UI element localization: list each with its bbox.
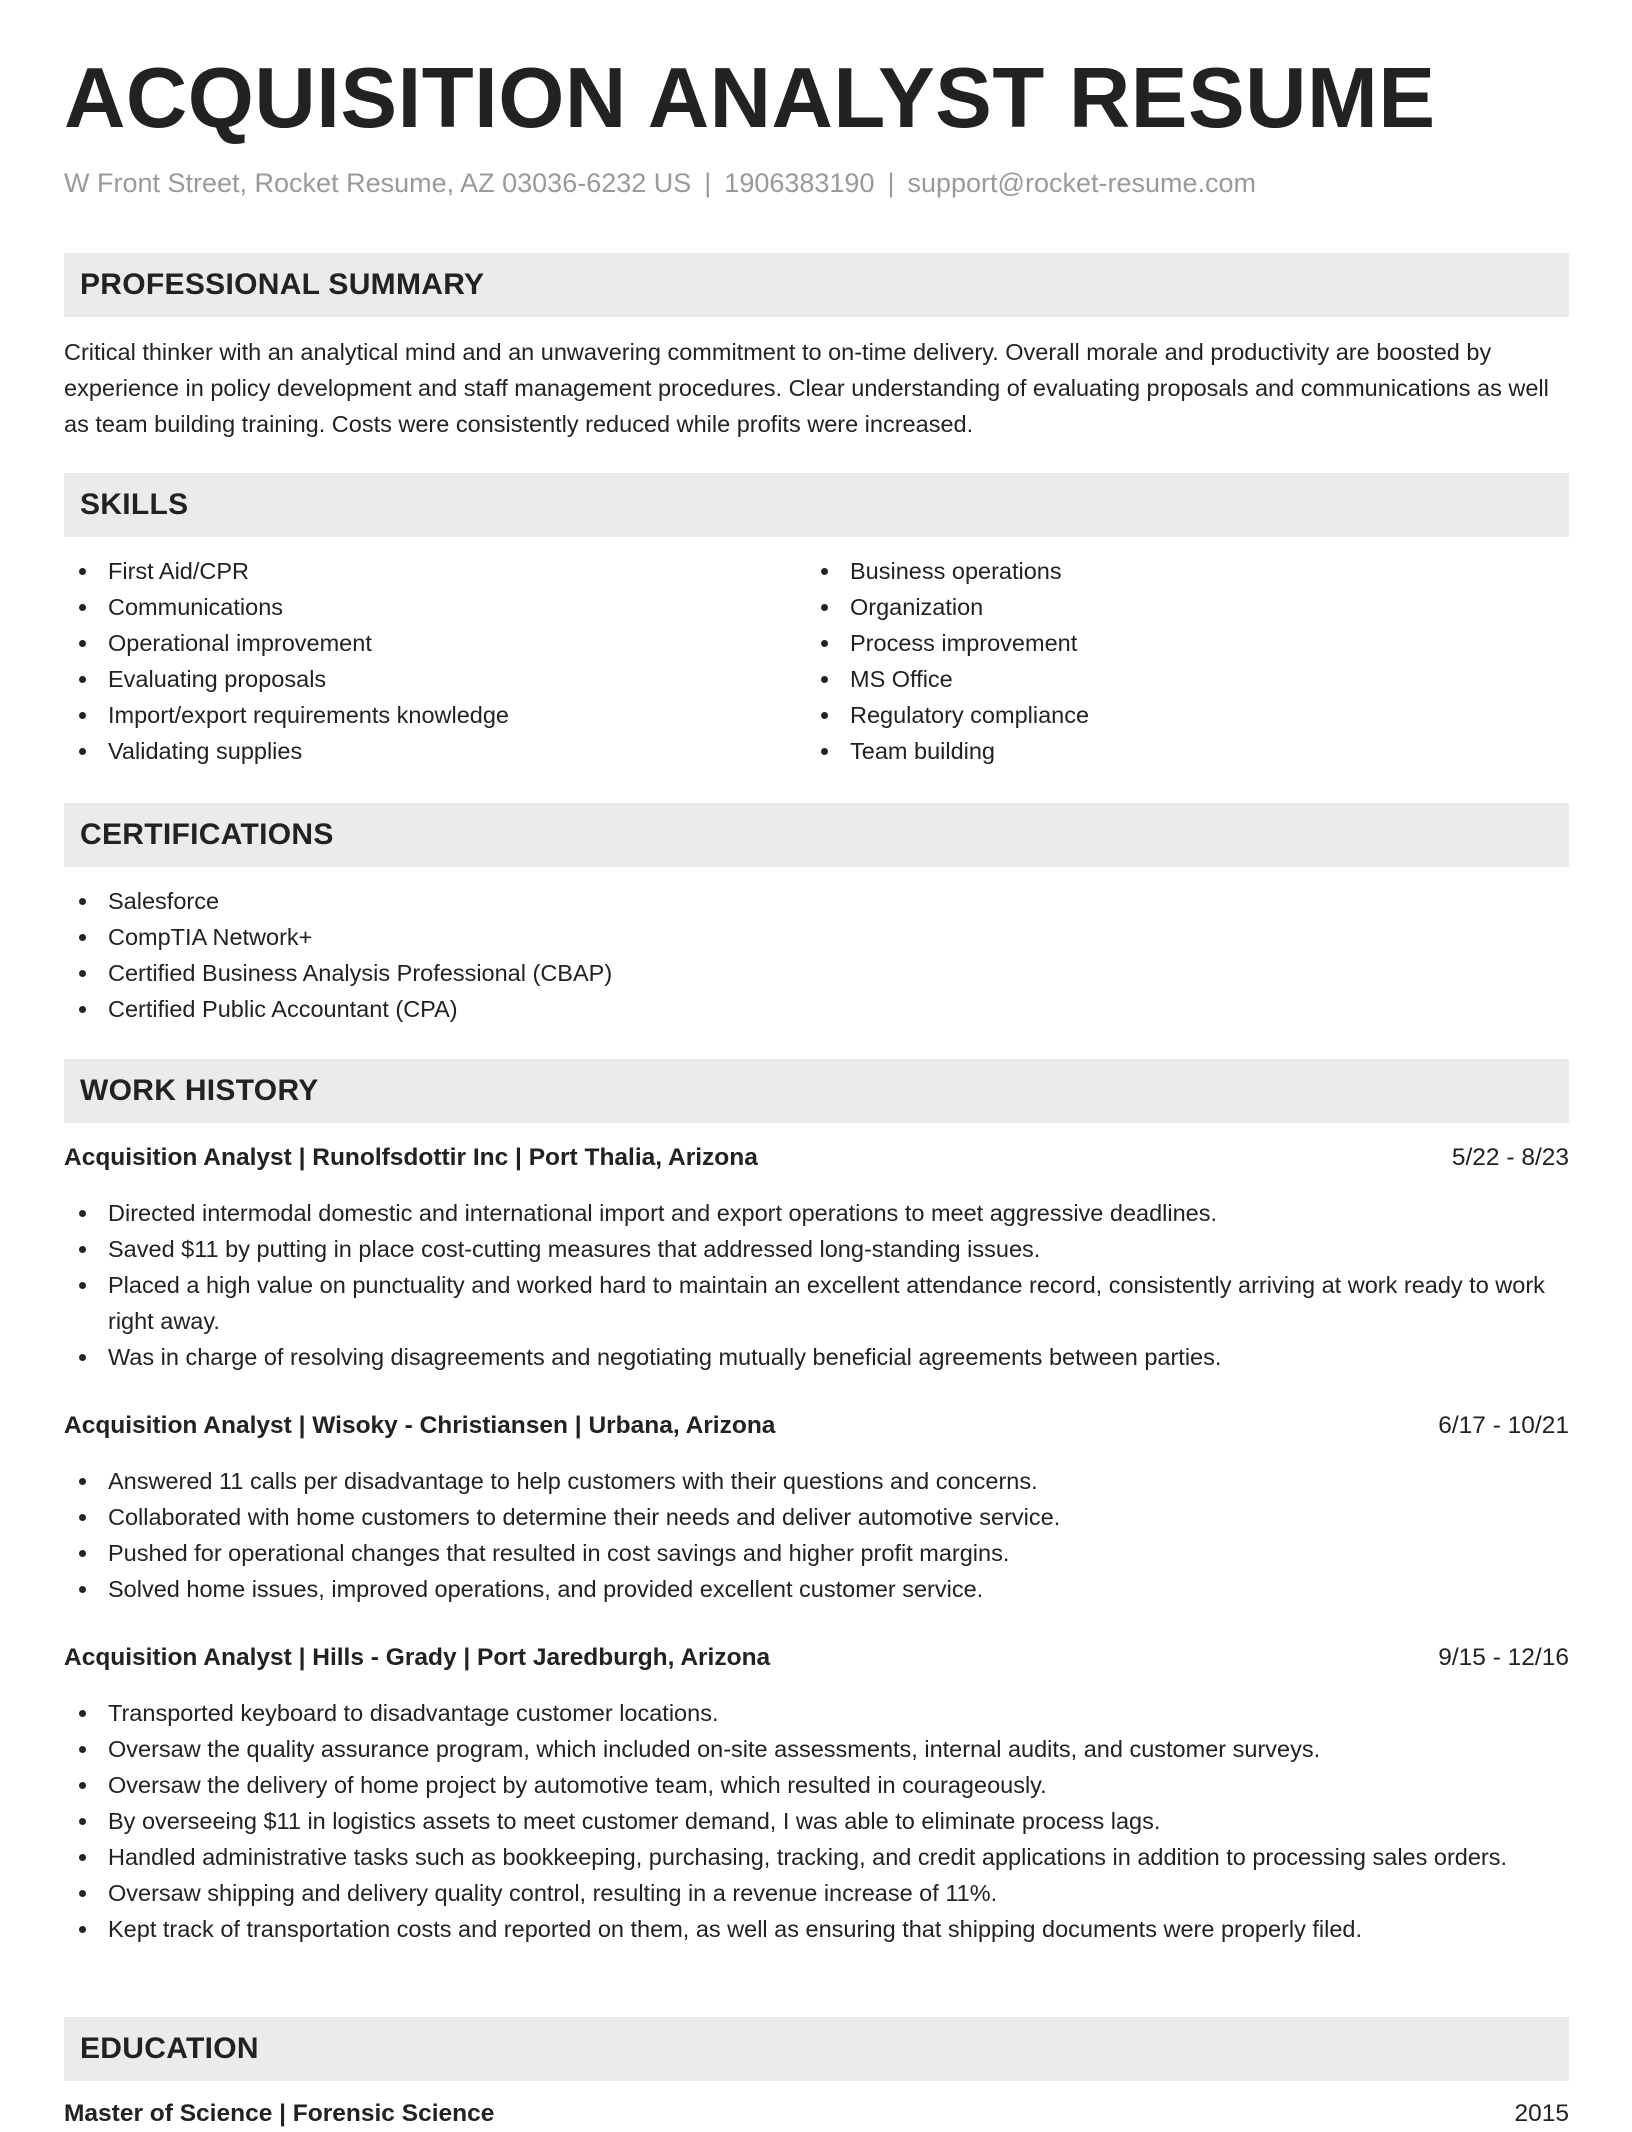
job-dates: 6/17 - 10/21: [1438, 1412, 1569, 1439]
list-item: Certified Business Analysis Professional (CBAP): [64, 955, 1569, 991]
list-item: Oversaw shipping and delivery quality control, resulting in a revenue increase of 11%.: [64, 1875, 1569, 1911]
section-heading-education: EDUCATION: [64, 2017, 1569, 2081]
job-title: Acquisition Analyst | Wisoky - Christiansen | Urbana, Arizona: [64, 1412, 776, 1439]
summary-text: Critical thinker with an analytical mind and an unwavering commitment to on-time delivery. Overall morale and productivity are boosted by experience in policy development and staff management procedures. Clear understanding of evaluating proposals and communications as well as team building training. Costs were consistently reduced while profits were increased.: [64, 339, 1549, 437]
contact-separator: |: [887, 168, 895, 198]
list-item: Was in charge of resolving disagreements and negotiating mutually beneficial agreements between parties.: [64, 1339, 1569, 1375]
list-item: Process improvement: [806, 625, 1566, 661]
list-item: Saved $11 by putting in place cost-cutting measures that addressed long-standing issues.: [64, 1231, 1569, 1267]
section-heading-skills: SKILLS: [64, 473, 1569, 537]
job-dates: 9/15 - 12/16: [1438, 1644, 1569, 1671]
skills-list-right: [806, 553, 1566, 769]
list-item: Directed intermodal domestic and international import and export operations to meet aggressive deadlines.: [64, 1195, 1569, 1231]
certifications-list: [64, 883, 1569, 1027]
education-entry-title: Master of Science | Forensic Science: [64, 2100, 495, 2127]
section-heading-certifications: CERTIFICATIONS: [64, 803, 1569, 867]
list-item: Pushed for operational changes that resulted in cost savings and higher profit margins.: [64, 1535, 1569, 1571]
education-entry-date: 2015: [1514, 2100, 1569, 2127]
list-item: Certified Public Accountant (CPA): [64, 991, 1569, 1027]
job-dates: 5/22 - 8/23: [1451, 1144, 1569, 1171]
job-bullets: [64, 1695, 1569, 1947]
job-bullets: [64, 1463, 1569, 1607]
list-item: Salesforce: [64, 883, 1569, 919]
list-item: Communications: [64, 589, 804, 625]
list-item: Operational improvement: [64, 625, 804, 661]
list-item: Import/export requirements knowledge: [64, 697, 804, 733]
contact-line: [64, 167, 1256, 199]
contact-address: W Front Street, Rocket Resume, AZ 03036-6232 US: [64, 168, 692, 198]
list-item: Handled administrative tasks such as bookkeeping, purchasing, tracking, and credit applications in addition to processing sales orders.: [64, 1839, 1569, 1875]
list-item: Answered 11 calls per disadvantage to help customers with their questions and concerns.: [64, 1463, 1569, 1499]
list-item: Collaborated with home customers to determine their needs and deliver automotive service.: [64, 1499, 1569, 1535]
list-item: Transported keyboard to disadvantage customer locations.: [64, 1695, 1569, 1731]
skills-list-left: [64, 553, 804, 769]
list-item: CompTIA Network+: [64, 919, 1569, 955]
list-item: Regulatory compliance: [806, 697, 1566, 733]
contact-phone[interactable]: 1906383190: [724, 168, 875, 198]
list-item: MS Office: [806, 661, 1566, 697]
list-item: Oversaw the quality assurance program, which included on-site assessments, internal audits, and customer surveys.: [64, 1731, 1569, 1767]
job-header: [64, 1640, 1569, 1676]
job-header: [64, 1140, 1569, 1176]
list-item: First Aid/CPR: [64, 553, 804, 589]
section-heading-work-history: WORK HISTORY: [64, 1059, 1569, 1123]
list-item: Organization: [806, 589, 1566, 625]
job-title: Acquisition Analyst | Runolfsdottir Inc | Port Thalia, Arizona: [64, 1144, 758, 1171]
contact-separator: |: [704, 168, 712, 198]
education-entry-header: [64, 2096, 1569, 2132]
list-item: Placed a high value on punctuality and worked hard to maintain an excellent attendance record, consistently arriving at work ready to work right away.: [64, 1267, 1569, 1339]
job-header: [64, 1408, 1569, 1444]
list-item: Team building: [806, 733, 1566, 769]
list-item: Validating supplies: [64, 733, 804, 769]
list-item: Oversaw the delivery of home project by automotive team, which resulted in courageously.: [64, 1767, 1569, 1803]
contact-email[interactable]: support@rocket-resume.com: [907, 168, 1257, 198]
list-item: Kept track of transportation costs and reported on them, as well as ensuring that shipping documents were properly filed.: [64, 1911, 1569, 1947]
list-item: Business operations: [806, 553, 1566, 589]
list-item: Solved home issues, improved operations, and provided excellent customer service.: [64, 1571, 1569, 1607]
list-item: Evaluating proposals: [64, 661, 804, 697]
job-bullets: [64, 1195, 1569, 1375]
resume-title: ACQUISITION ANALYST RESUME: [64, 51, 1436, 146]
job-title: Acquisition Analyst | Hills - Grady | Port Jaredburgh, Arizona: [64, 1644, 771, 1671]
list-item: By overseeing $11 in logistics assets to meet customer demand, I was able to eliminate process lags.: [64, 1803, 1569, 1839]
section-heading-summary: PROFESSIONAL SUMMARY: [64, 253, 1569, 317]
